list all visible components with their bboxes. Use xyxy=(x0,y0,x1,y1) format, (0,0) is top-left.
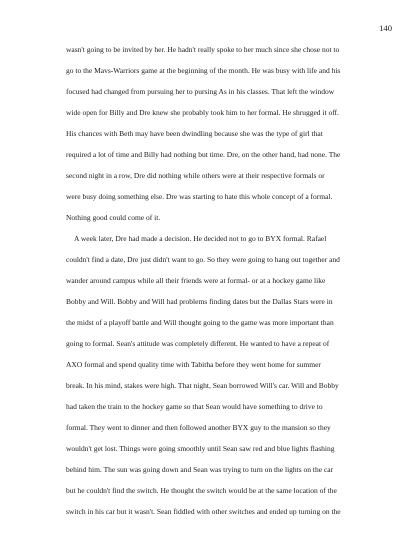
paragraph-1 xyxy=(66,39,386,228)
text-line: wouldn't get lost. Things were going smoothly until Sean saw red and blue lights flashing xyxy=(66,444,335,453)
body-text xyxy=(66,39,386,522)
text-line: had taken the train to the hockey game so that Sean would have something to drive to xyxy=(66,402,323,411)
page-number: 140 xyxy=(379,23,392,33)
text-line: were busy doing something else. Dre was starting to hate this whole concept of a formal. xyxy=(66,192,333,201)
text-line: required a lot of time and Billy had nothing but time. Dre, on the other hand, had none. The xyxy=(66,150,341,159)
text-line: going to formal. Sean's attitude was completely different. He wanted to have a repeat of xyxy=(66,339,330,348)
text-line: AXO formal and spend quality time with Tabitha before they went home for summer xyxy=(66,360,321,369)
text-line: formal. They went to dinner and then followed another BYX guy to the mansion so they xyxy=(66,423,331,432)
text-line: couldn't find a date, Dre just didn't want to go. So they were going to hang out together and xyxy=(66,255,340,264)
text-line: Bobby and Will. Bobby and Will had problems finding dates but the Dallas Stars were in xyxy=(66,297,333,306)
text-line: His chances with Beth may have been dwindling because she was the type of girl that xyxy=(66,129,323,138)
text-line: wide open for Billy and Dre knew she probably took him to her formal. He shrugged it off. xyxy=(66,108,339,117)
text-line: focused had changed from pursuing her to pursing As in his classes. That left the window xyxy=(66,87,335,96)
text-line: second night in a row, Dre did nothing while others were at their respective formals or xyxy=(66,171,325,180)
text-line: switch in his car but it wasn't. Sean fiddled with other switches and ended up turning on the xyxy=(66,507,341,516)
text-line: Nothing good could come of it. xyxy=(66,213,161,222)
text-line: behind him. The sun was going down and Sean was trying to turn on the lights on the car xyxy=(66,465,334,474)
text-line: but he couldn't find the switch. He thought the switch would be at the same location of the xyxy=(66,486,337,495)
text-line: wasn't going to be invited by her. He hadn't really spoke to her much since she chose not to xyxy=(66,45,340,54)
text-line: break. In his mind, stakes were high. That night, Sean borrowed Will's car. Will and Bobby xyxy=(66,381,339,390)
text-line: A week later, Dre had made a decision. He decided not to go to BYX formal. Rafael xyxy=(74,234,327,243)
text-line: go to the Mavs-Warriors game at the beginning of the month. He was busy with life and his xyxy=(66,66,341,75)
text-line: the midst of a playoff battle and Will thought going to the game was more important than xyxy=(66,318,334,327)
text-line: wander around campus while all their friends were at formal- or at a hockey game like xyxy=(66,276,326,285)
paragraph-2 xyxy=(66,228,386,522)
